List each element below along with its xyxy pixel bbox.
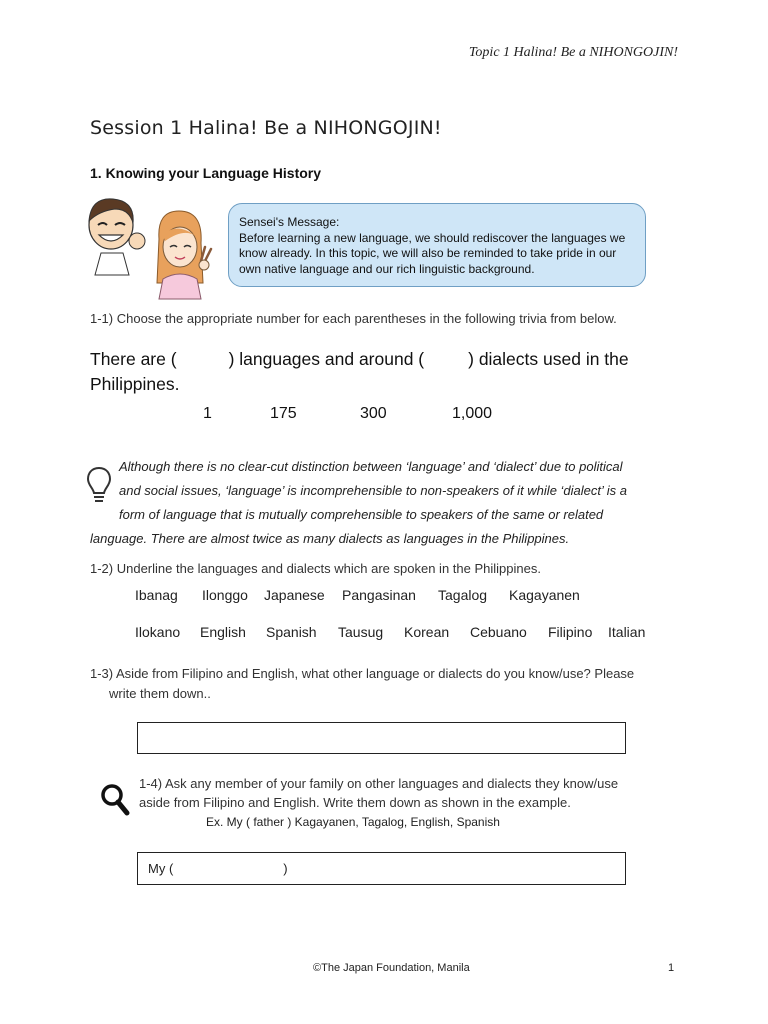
page-number: 1 [668, 962, 675, 974]
magnifier-icon [100, 783, 130, 817]
choice-option: 300 [360, 405, 387, 422]
language-word[interactable]: English [200, 624, 246, 640]
language-word[interactable]: Italian [608, 624, 646, 640]
question-1-1-prompt: 1-1) Choose the appropriate number for each parentheses in the following trivia from below. [90, 311, 617, 326]
trivia-part: There are ( [90, 349, 177, 369]
answer-suffix: ) [283, 861, 288, 876]
question-1-2-prompt: 1-2) Underline the languages and dialects which are spoken in the Philippines. [90, 561, 541, 576]
characters-illustration [85, 195, 215, 300]
trivia-part: ) languages and around ( [228, 349, 425, 369]
question-line: write them down.. [109, 686, 211, 701]
trivia-part: Philippines. [90, 374, 180, 394]
answer-box-1-4[interactable] [137, 852, 626, 885]
language-word[interactable]: Cebuano [470, 624, 527, 640]
answer-prefix: My ( [148, 861, 174, 876]
language-word[interactable]: Kagayanen [509, 587, 580, 603]
footer-copyright: ©The Japan Foundation, Manila [313, 962, 470, 974]
header-topic: Topic 1 Halina! Be a NIHONGOJIN! [468, 45, 678, 60]
language-word[interactable]: Ibanag [135, 587, 178, 603]
language-dialect-note [90, 455, 680, 551]
language-word[interactable]: Japanese [264, 587, 325, 603]
language-word[interactable]: Ilonggo [202, 587, 248, 603]
language-word[interactable]: Filipino [548, 624, 593, 640]
language-word[interactable]: Pangasinan [342, 587, 416, 603]
question-line: 1-4) Ask any member of your family on other languages and dialects they know/use [139, 776, 619, 791]
trivia-sentence [90, 347, 680, 397]
example-text: Ex. My ( father ) Kagayanen, Tagalog, English, Spanish [206, 815, 500, 829]
sensei-message-line: Before learning a new language, we should rediscover the languages we [239, 230, 626, 245]
sensei-message-bubble [228, 203, 646, 287]
sensei-message-line: know already. In this topic, we will also be reminded to take pride in our [239, 246, 617, 260]
language-word[interactable]: Tagalog [438, 587, 488, 603]
question-1-4-prompt [139, 774, 679, 812]
language-word[interactable]: Spanish [266, 624, 317, 640]
note-line: and social issues, ‘language’ is incomprehensible to non-speakers of it while ‘dialect’ is a [119, 483, 628, 498]
boy-character-icon [85, 195, 215, 300]
sensei-message-line: own native language and our rich linguistic background. [239, 261, 535, 276]
sensei-message-title: Sensei's Message: [239, 215, 340, 229]
question-line: aside from Filipino and English. Write them down as shown in the example. [139, 795, 571, 810]
note-line: language. There are almost twice as many dialects as languages in the Philippines. [90, 531, 570, 546]
language-word[interactable]: Tausug [338, 624, 384, 640]
question-line: 1-3) Aside from Filipino and English, what other language or dialects do you know/use? Please [90, 666, 635, 681]
trivia-part: ) dialects used in the [468, 349, 629, 369]
language-word[interactable]: Ilokano [135, 624, 181, 640]
session-title: Session 1 Halina! Be a NIHONGOJIN! [90, 117, 442, 139]
answer-box-1-3[interactable] [137, 722, 626, 754]
note-line: Although there is no clear-cut distinction between ‘language’ and ‘dialect’ due to political [119, 459, 623, 474]
language-word[interactable]: Korean [404, 624, 450, 640]
choice-option: 1 [203, 405, 212, 422]
section-heading: 1. Knowing your Language History [90, 165, 322, 181]
choice-option: 1,000 [452, 405, 493, 422]
choice-option: 175 [270, 405, 297, 422]
note-line: form of language that is mutually comprehensible to speakers of the same or related [119, 507, 604, 522]
question-1-3-prompt [90, 664, 690, 704]
